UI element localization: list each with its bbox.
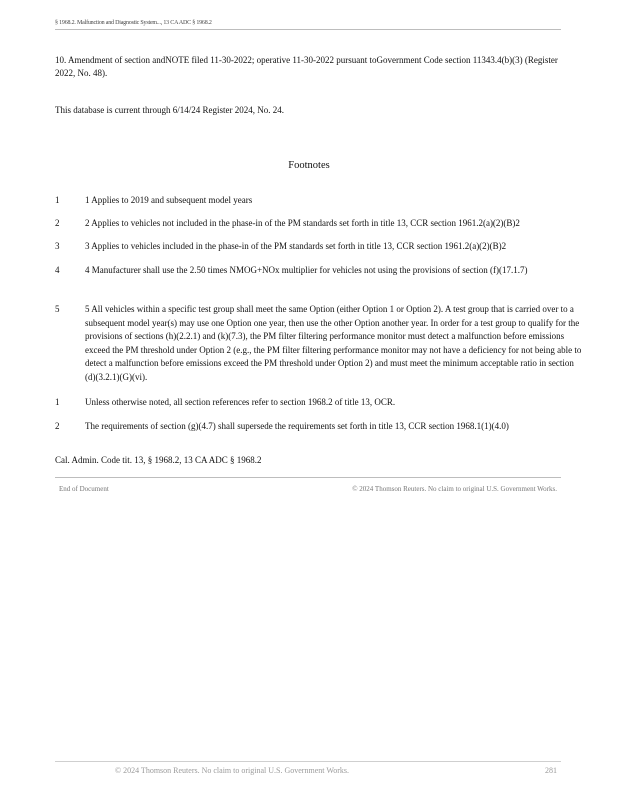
- running-header: § 1968.2. Malfunction and Diagnostic System..., 13 CA ADC § 1968.2: [55, 20, 561, 30]
- footnote-text: 1 Applies to 2019 and subsequent model years: [85, 195, 253, 205]
- page-number: 281: [545, 766, 557, 775]
- footnote-text: 5 All vehicles within a specific test group shall meet the same Option (either Option 1 or Option 2). A test group that is carried over to a subsequent model year(s) may use one Option one year, then use the other Option another year. In order for a test group to qualify for the provisions of sections (h)(2.2.1) and (k)(7.3), the PM filter filtering performance monitor must detect a malfunction before emissions exceed the PM threshold under Option 2 (e.g., the PM filter filtering performance monitor may not have a deficiency for not being able to detect a malfunction before emissions exceed the PM threshold under Option 2) and must meet the minimum acceptable ratio in section (d)(3.2.1)(G)(vi).: [85, 304, 582, 382]
- citation: Cal. Admin. Code tit. 13, § 1968.2, 13 CA ADC § 1968.2: [55, 455, 262, 465]
- footnote-item: [55, 240, 585, 254]
- footnote-item: [55, 264, 585, 278]
- footnote-item: [55, 217, 585, 231]
- footnote-number[interactable]: 5: [55, 304, 60, 314]
- footnote-number[interactable]: 4: [55, 265, 60, 275]
- footnote-number[interactable]: 3: [55, 241, 60, 251]
- footnote-item: [55, 396, 585, 410]
- footnote-item: [55, 420, 585, 434]
- footnote-number[interactable]: 1: [55, 397, 60, 407]
- database-currency-note: This database is current through 6/14/24 Register 2024, No. 24.: [55, 105, 284, 115]
- end-copyright: © 2024 Thomson Reuters. No claim to original U.S. Government Works.: [352, 485, 557, 493]
- footnote-text: Unless otherwise noted, all section references refer to section 1968.2 of title 13, OCR.: [85, 397, 396, 407]
- footer-copyright: © 2024 Thomson Reuters. No claim to original U.S. Government Works.: [115, 766, 350, 775]
- amendment-note: 10. Amendment of section andNOTE filed 11-30-2022; operative 11-30-2022 pursuant toGovernment Code section 11343.4(b)(3) (Register 2022, No. 48).: [55, 55, 558, 78]
- end-of-document-label: End of Document: [59, 485, 109, 493]
- footnote-item: [55, 303, 585, 384]
- footnote-text: The requirements of section (g)(4.7) shall supersede the requirements set forth in title 13, CCR section 1968.1(1)(4.0): [85, 421, 509, 431]
- footnote-text: 3 Applies to vehicles included in the phase-in of the PM standards set forth in title 13, CCR section 1961.2(a)(2)(B)2: [85, 241, 507, 251]
- footnote-number[interactable]: 2: [55, 218, 60, 228]
- footnote-text: 4 Manufacturer shall use the 2.50 times NMOG+NOx multiplier for vehicles not using the provisions of section (f)(17.1.7): [85, 265, 528, 275]
- footnotes-heading: Footnotes: [288, 160, 330, 171]
- footnote-item: [55, 194, 585, 208]
- footnote-number[interactable]: 2: [55, 421, 60, 431]
- footnote-number[interactable]: 1: [55, 195, 60, 205]
- end-of-document-bar: [55, 477, 561, 493]
- page-footer: [55, 761, 561, 775]
- footnote-text: 2 Applies to vehicles not included in the phase-in of the PM standards set forth in title 13, CCR section 1961.2(a)(2)(B)2: [85, 218, 520, 228]
